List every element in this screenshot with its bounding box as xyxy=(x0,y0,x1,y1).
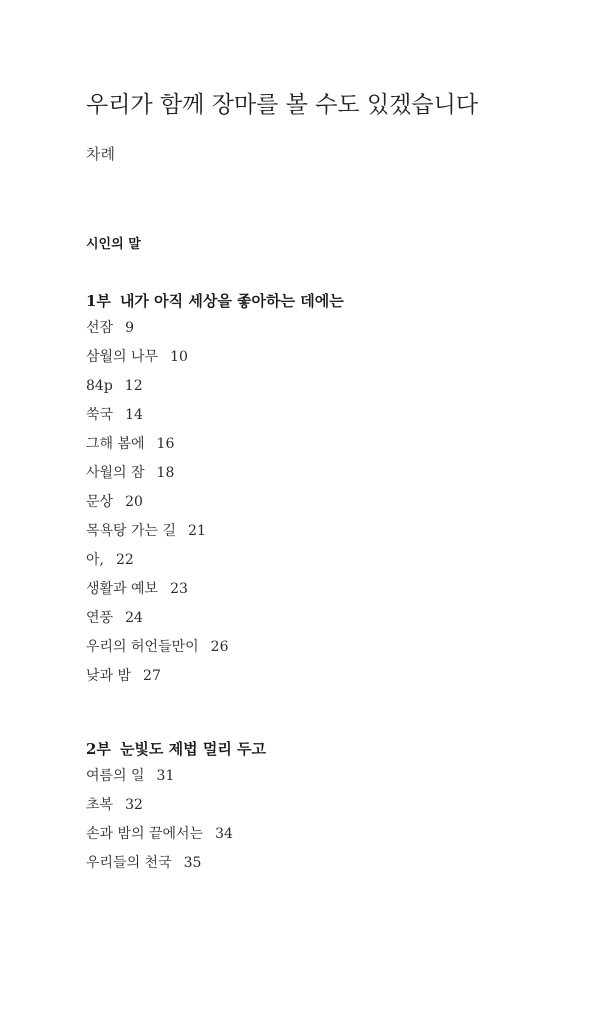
entry-page: 35 xyxy=(183,855,202,871)
entry-title: 우리들의 천국 xyxy=(86,855,172,871)
entry-page: 20 xyxy=(125,494,143,510)
toc-entry-preface: 시인의 말 xyxy=(86,237,141,252)
toc-entry xyxy=(86,662,228,691)
part-heading xyxy=(86,738,266,759)
toc-entry xyxy=(86,314,228,343)
entry-page: 32 xyxy=(125,797,143,813)
toc-entry xyxy=(86,517,228,546)
entry-page: 18 xyxy=(156,465,175,481)
entry-page: 31 xyxy=(156,768,175,784)
toc-entry xyxy=(86,401,228,430)
toc-entry xyxy=(86,546,228,575)
toc-entry xyxy=(86,488,228,517)
toc-entry xyxy=(86,791,233,820)
toc-entry xyxy=(86,575,228,604)
entry-page: 21 xyxy=(188,523,206,539)
entry-page: 10 xyxy=(170,349,188,365)
entry-title: 아, xyxy=(86,552,104,568)
toc-entry xyxy=(86,343,228,372)
part-number: 1부 xyxy=(86,292,111,310)
entry-title: 그해 봄에 xyxy=(86,436,145,452)
toc-entry xyxy=(86,762,233,791)
entry-page: 24 xyxy=(125,610,143,626)
entry-title: 우리의 허언들만이 xyxy=(86,639,199,655)
toc-entry xyxy=(86,459,228,488)
entry-title: 손과 밤의 끝에서는 xyxy=(86,826,204,842)
part-title: 눈빛도 제법 멀리 두고 xyxy=(119,740,267,758)
part-heading xyxy=(86,290,344,311)
entry-title: 생활과 예보 xyxy=(86,581,159,597)
entry-page: 12 xyxy=(124,378,143,394)
entry-title: 쑥국 xyxy=(86,407,114,423)
part-1-list xyxy=(86,314,228,691)
entry-page: 34 xyxy=(215,826,233,842)
entry-title: 선잠 xyxy=(86,320,114,336)
toc-heading: 차례 xyxy=(86,145,115,163)
toc-entry xyxy=(86,820,233,849)
toc-entry xyxy=(86,372,228,401)
entry-page: 22 xyxy=(115,552,134,568)
toc-entry xyxy=(86,604,228,633)
entry-title: 초복 xyxy=(86,797,114,813)
entry-title: 목욕탕 가는 길 xyxy=(86,523,177,539)
part-2-list xyxy=(86,762,233,878)
entry-title: 사월의 잠 xyxy=(86,465,145,481)
entry-page: 9 xyxy=(125,320,134,336)
toc-entry xyxy=(86,633,228,662)
entry-title: 삼월의 나무 xyxy=(86,349,159,365)
entry-title: 연풍 xyxy=(86,610,114,626)
entry-title: 84p xyxy=(86,378,113,394)
book-title: 우리가 함께 장마를 볼 수도 있겠습니다 xyxy=(86,92,479,118)
entry-page: 14 xyxy=(125,407,143,423)
part-title: 내가 아직 세상을 좋아하는 데에는 xyxy=(119,292,344,310)
entry-title: 낮과 밤 xyxy=(86,668,132,684)
entry-page: 26 xyxy=(210,639,229,655)
entry-page: 27 xyxy=(143,668,161,684)
entry-page: 23 xyxy=(170,581,188,597)
entry-title: 여름의 일 xyxy=(86,768,145,784)
part-number: 2부 xyxy=(86,740,111,758)
entry-title: 문상 xyxy=(86,494,114,510)
entry-page: 16 xyxy=(156,436,175,452)
toc-entry xyxy=(86,430,228,459)
toc-entry xyxy=(86,849,233,878)
